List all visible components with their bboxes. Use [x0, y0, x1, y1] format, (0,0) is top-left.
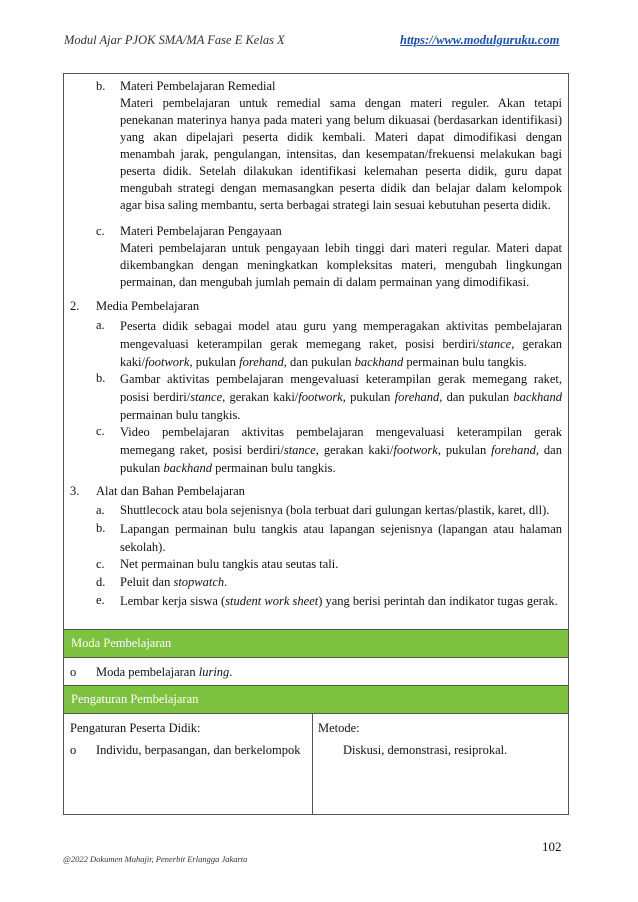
section-number: 3. [70, 484, 80, 498]
divider [64, 657, 568, 658]
list-marker: d. [96, 575, 106, 589]
pengayaan-body: Materi pembelajaran untuk pengayaan lebih tinggi dari materi regular. Materi dapat dikembangkan dengan meningkatkan kompleksitas materi, mengubah lingkungan permainan, dan mengubah jumlah pemain di dalam permainan yang dimodifikasi. [120, 241, 562, 289]
page-header-title: Modul Ajar PJOK SMA/MA Fase E Kelas X [64, 33, 285, 47]
pengayaan-title: Materi Pembelajaran Pengayaan [120, 224, 282, 238]
divider [64, 713, 568, 714]
media-title: Media Pembelajaran [96, 299, 200, 313]
pengaturan-heading: Pengaturan Pembelajaran [64, 686, 568, 713]
peserta-didik-text: Individu, berpasangan, dan berkelompok [96, 743, 301, 757]
list-item: Lapangan permainan bulu tangkis atau lapangan sejenisnya (lapangan atau halaman sekolah). [120, 522, 562, 554]
column-divider [312, 714, 313, 815]
list-marker: b. [96, 521, 106, 535]
metode-title: Metode: [318, 721, 360, 735]
alat-title: Alat dan Bahan Pembelajaran [96, 484, 245, 498]
list-marker: e. [96, 593, 105, 607]
list-item: Shuttlecock atau bola sejenisnya (bola terbuat dari gulungan kertas/plastik, karet, dll). [120, 503, 550, 517]
list-item: Peserta didik sebagai model atau guru yang memperagakan aktivitas pembelajaran mengevaluasi keterampilan gerak memegang raket, posisi berdiri/stance, gerakan kaki/footwork, pukulan forehand, dan pukulan backhand permainan bulu tangkis. [120, 319, 562, 369]
metode-text: Diskusi, demonstrasi, resiprokal. [343, 743, 508, 757]
list-item: Gambar aktivitas pembelajaran mengevaluasi keterampilan gerak memegang raket, posisi berdiri/stance, gerakan kaki/footwork, pukulan forehand, dan pukulan backhand permainan bulu tangkis. [120, 372, 562, 422]
moda-heading: Moda Pembelajaran [64, 630, 568, 657]
content-box [63, 73, 569, 815]
list-item: Lembar kerja siswa (student work sheet) yang berisi perintah dan indikator tugas gerak. [120, 594, 558, 608]
list-marker: a. [96, 318, 105, 332]
item-marker: b. [96, 79, 106, 93]
page-header-url[interactable]: https://www.modulguruku.com [400, 33, 560, 47]
remedial-title: Materi Pembelajaran Remedial [120, 79, 276, 93]
list-marker: a. [96, 503, 105, 517]
bullet: o [70, 665, 77, 679]
list-marker: c. [96, 424, 105, 438]
list-item: Video pembelajaran aktivitas pembelajaran mengevaluasi keterampilan gerak memegang raket, posisi berdiri/stance, gerakan kaki/footwork, pukulan forehand, dan pukulan backhand permainan bulu tangkis. [120, 425, 562, 475]
item-marker: c. [96, 224, 105, 238]
list-marker: b. [96, 371, 106, 385]
remedial-body: Materi pembelajaran untuk remedial sama dengan materi reguler. Akan tetapi penekanan materinya hanya pada materi yang belum dikuasai (berdasarkan identifikasi) yang akan dipelajari peserta didik kembali. Materi dapat dimodifikasi dengan menambah jarak, pengulangan, intensitas, dan kesempatan/frekuensi melakukan bagi peserta didik. Setelah dilakukan identifikasi kelemahan peserta didik, guru dapat mengubah strategi dengan memasangkan peserta didik dan belajar dalam kelompok agar bisa saling membantu, serta berbagai strategi lain sesuai kebutuhan peserta didik. [120, 96, 562, 212]
section-number: 2. [70, 299, 80, 313]
list-item: Peluit dan stopwatch. [120, 575, 228, 589]
list-item: Net permainan bulu tangkis atau seutas tali. [120, 557, 339, 571]
list-marker: c. [96, 557, 105, 571]
page-number: 102 [542, 839, 562, 854]
peserta-didik-title: Pengaturan Peserta Didik: [70, 721, 201, 735]
page-footer: @2022 Dokumen Muhajir, Penerbit Erlangga Jakarta [63, 854, 248, 864]
moda-text: Moda pembelajaran luring. [96, 665, 233, 679]
bullet: o [70, 743, 77, 757]
